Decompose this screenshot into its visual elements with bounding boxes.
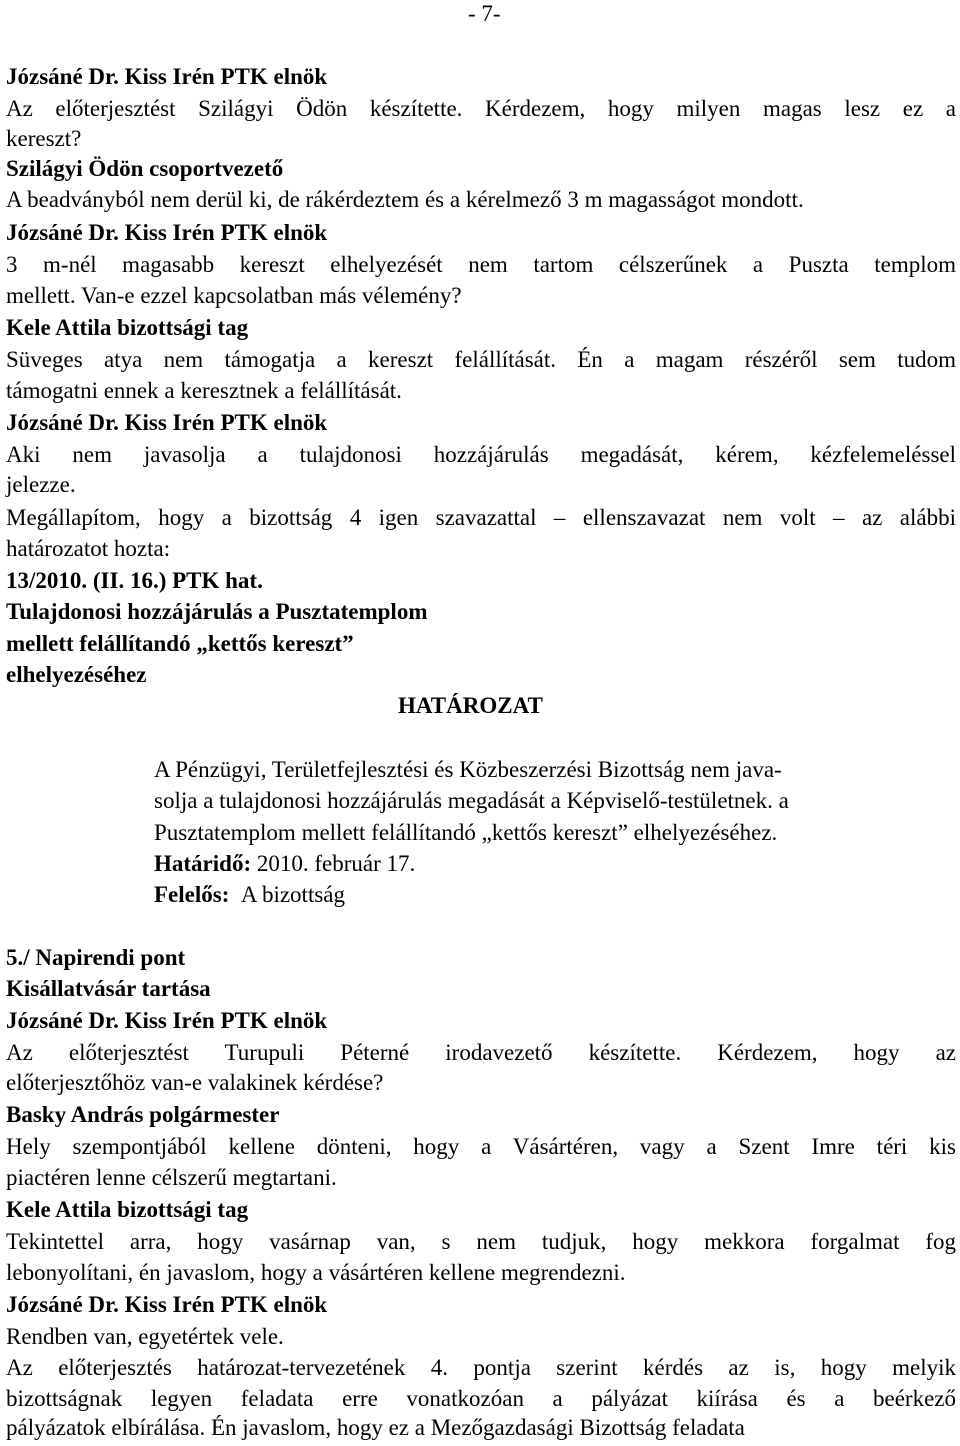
paragraph-line: Megállapítom, hogy a bizottság 4 igen szavazattal – ellenszavazat nem volt – az alábbi bbox=[6, 505, 956, 530]
speaker-name: Józsáné Dr. Kiss Irén PTK elnök bbox=[6, 1292, 328, 1317]
deadline-line bbox=[154, 849, 774, 879]
resolution-text-line: A Pénzügyi, Területfejlesztési és Közbeszerzési Bizottság nem java- bbox=[154, 757, 782, 782]
agenda-item-heading: 5./ Napirendi pont bbox=[6, 945, 186, 970]
paragraph-line: Rendben van, egyetértek vele. bbox=[6, 1324, 284, 1349]
paragraph-line: 3 m-nél magasabb kereszt elhelyezését nem tartom célszerűnek a Puszta templom bbox=[6, 252, 956, 277]
paragraph-line: Tekintettel arra, hogy vasárnap van, s nem tudjuk, hogy mekkora forgalmat fog bbox=[6, 1229, 956, 1254]
resolution-title: HATÁROZAT bbox=[398, 693, 543, 718]
paragraph-line: Az előterjesztést Szilágyi Ödön készítette. Kérdezem, hogy milyen magas lesz ez a bbox=[6, 96, 956, 121]
resolution-number: 13/2010. (II. 16.) PTK hat. bbox=[6, 568, 263, 593]
responsible-label: Felelős: bbox=[154, 882, 230, 907]
speaker-name: Józsáné Dr. Kiss Irén PTK elnök bbox=[6, 64, 328, 89]
responsible-line bbox=[154, 880, 774, 910]
resolution-text-line: Pusztatemplom mellett felállítandó „kettős kereszt” elhelyezéséhez. bbox=[154, 820, 778, 845]
paragraph-line: Az előterjesztés határozat-tervezetének 4. pontja szerint kérdés az is, hogy melyik bbox=[6, 1355, 956, 1380]
paragraph-line: mellett. Van-e ezzel kapcsolatban más vélemény? bbox=[6, 283, 462, 308]
deadline-value: 2010. február 17. bbox=[256, 851, 416, 876]
resolution-subject: mellett felállítandó „kettős kereszt” bbox=[6, 631, 354, 656]
paragraph-line: Süveges atya nem támogatja a kereszt felállítását. Én a magam részéről sem tudom bbox=[6, 347, 956, 372]
responsible-value: A bizottság bbox=[240, 882, 345, 907]
paragraph-line: lebonyolítani, én javaslom, hogy a vásártéren kellene megrendezni. bbox=[6, 1260, 626, 1285]
speaker-name: Basky András polgármester bbox=[6, 1102, 280, 1127]
paragraph-line: támogatni ennek a keresztnek a felállítását. bbox=[6, 378, 402, 403]
paragraph-line: A beadványból nem derül ki, de rákérdeztem és a kérelmező 3 m magasságot mondott. bbox=[6, 187, 804, 212]
resolution-text-line: solja a tulajdonosi hozzájárulás megadását a Képviselő-testületnek. a bbox=[154, 788, 789, 813]
agenda-item-title: Kisállatvásár tartása bbox=[6, 976, 211, 1001]
speaker-name: Kele Attila bizottsági tag bbox=[6, 1197, 249, 1222]
paragraph-line: előterjesztőhöz van-e valakinek kérdése? bbox=[6, 1070, 384, 1095]
paragraph-line: bizottságnak legyen feladata erre vonatkozóan a pályázat kiírása és a beérkező bbox=[6, 1386, 956, 1411]
resolution-subject: elhelyezéséhez bbox=[6, 662, 147, 687]
speaker-name: Józsáné Dr. Kiss Irén PTK elnök bbox=[6, 410, 328, 435]
deadline-label: Határidő: bbox=[154, 851, 252, 876]
paragraph-line: Hely szempontjából kellene dönteni, hogy a Vásártéren, vagy a Szent Imre téri kis bbox=[6, 1134, 956, 1159]
paragraph-line: Az előterjesztést Turupuli Péterné irodavezető készítette. Kérdezem, hogy az bbox=[6, 1040, 956, 1065]
paragraph-line: kereszt? bbox=[6, 126, 82, 151]
page-number: - 7- bbox=[468, 1, 501, 26]
speaker-name: Józsáné Dr. Kiss Irén PTK elnök bbox=[6, 1008, 328, 1033]
paragraph-line: határozatot hozta: bbox=[6, 536, 171, 561]
speaker-name: Kele Attila bizottsági tag bbox=[6, 315, 249, 340]
paragraph-line: Aki nem javasolja a tulajdonosi hozzájárulás megadását, kérem, kézfelemeléssel bbox=[6, 442, 956, 467]
resolution-subject: Tulajdonosi hozzájárulás a Pusztatemplom bbox=[6, 599, 428, 624]
paragraph-line: pályázatok elbírálása. Én javaslom, hogy ez a Mezőgazdasági Bizottság feladata bbox=[6, 1415, 745, 1440]
paragraph-line: jelezze. bbox=[6, 472, 76, 497]
paragraph-line: piactéren lenne célszerű megtartani. bbox=[6, 1165, 337, 1190]
speaker-name: Józsáné Dr. Kiss Irén PTK elnök bbox=[6, 220, 328, 245]
speaker-name: Szilágyi Ödön csoportvezető bbox=[6, 156, 284, 181]
